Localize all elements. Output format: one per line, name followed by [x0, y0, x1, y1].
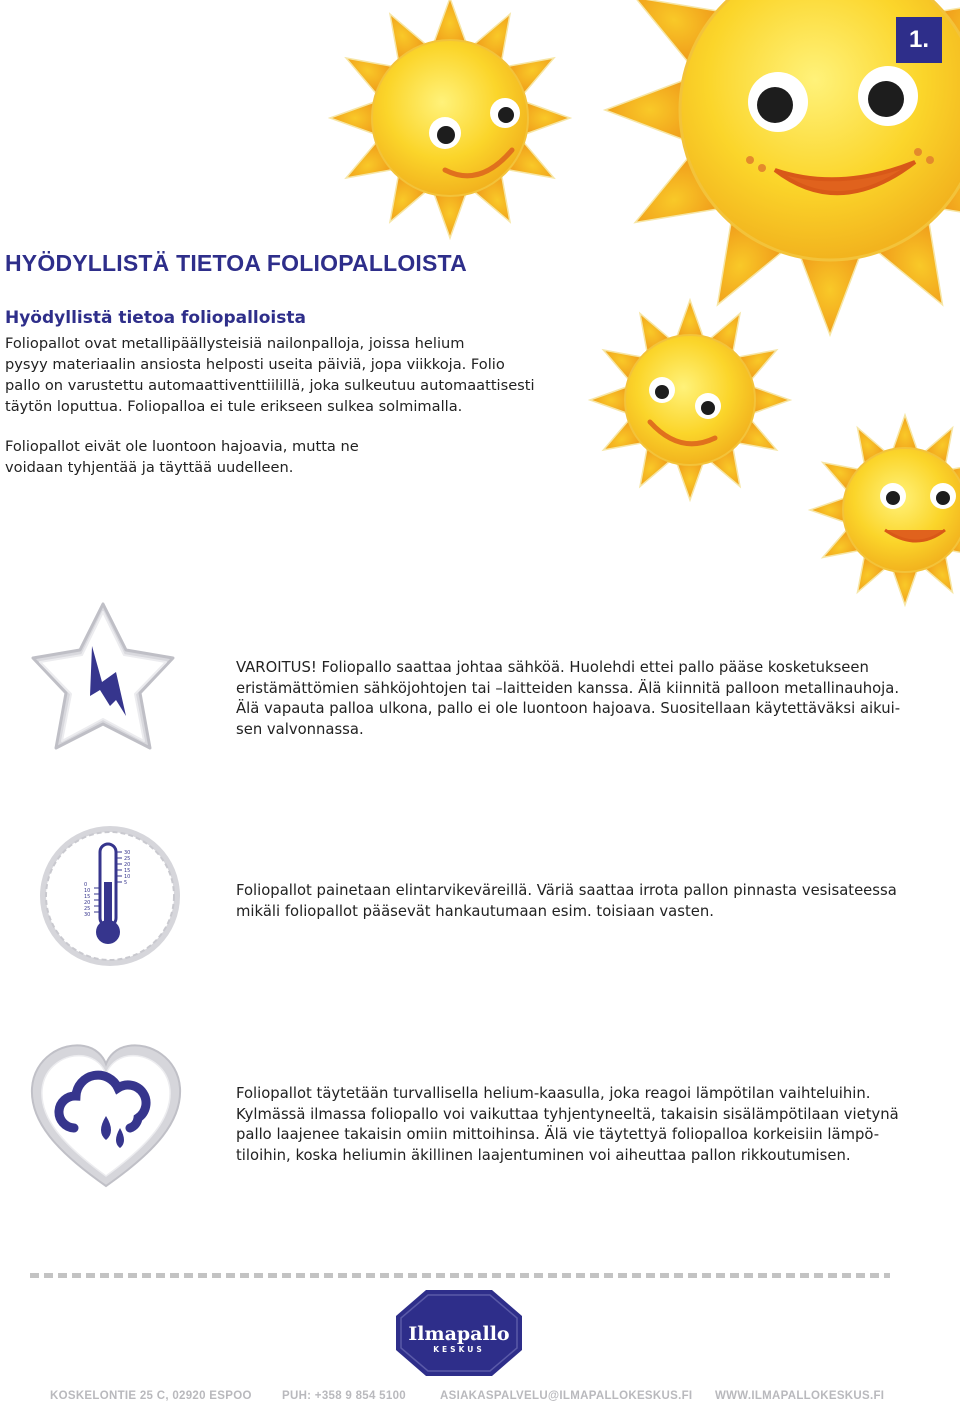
warning-line: Älä vapauta palloa ulkona, pallo ei ole luontoon hajoava. Suositellaan käytettäväksi aikui- — [236, 700, 901, 717]
thermo-lower-label: 0 — [84, 882, 88, 888]
thermo-upper-label: 10 — [124, 874, 131, 880]
dashed-divider — [30, 1273, 890, 1278]
intro-paragraph-2 — [5, 436, 595, 478]
warning-line: eristämättömien sähköjohtojen tai –laitteiden kanssa. Älä kiinnitä palloon metallinauhoja. — [236, 679, 900, 697]
thermo-upper-label: 5 — [124, 880, 128, 886]
rain-cloud-heart-icon — [26, 1036, 186, 1196]
warning-section — [236, 658, 951, 740]
intro-line: Foliopallot eivät ole luontoon hajoavia, mutta ne — [5, 438, 359, 455]
thermo-lower-label: 15 — [84, 894, 91, 900]
thermo-upper-label: 30 — [124, 850, 131, 856]
intro-line: pysyy materiaalin ansiosta helposti useita päiviä, jopa viikkoja. Folio — [5, 356, 505, 373]
thermo-lower-label: 25 — [84, 906, 91, 912]
ilmapallo-keskus-logo — [394, 1288, 524, 1378]
sun-balloon-bottom — [810, 415, 960, 605]
intro-line: Foliopallot ovat metallipäällysteisiä nailonpalloja, joissa helium — [5, 335, 465, 352]
thermo-lower-label: 30 — [84, 912, 91, 918]
warning-line: sen valvonnassa. — [236, 720, 364, 738]
subtitle: Hyödyllistä tietoa foliopalloista — [5, 308, 306, 328]
helium-section — [236, 1084, 951, 1166]
helium-line: Kylmässä ilmassa foliopallo voi vaikuttaa tyhjentyneeltä, takaisin sisälämpötilaan vietynä — [236, 1105, 899, 1123]
warning-line: VAROITUS! Foliopallo saattaa johtaa sähköä. Huolehdi ettei pallo pääse kosketukseen — [236, 659, 869, 676]
footer-website[interactable]: WWW.ILMAPALLOKESKUS.FI — [715, 1390, 885, 1402]
main-title: HYÖDYLLISTÄ TIETOA FOLIOPALLOISTA — [5, 250, 467, 276]
footer-phone: PUH: +358 9 854 5100 — [282, 1390, 406, 1402]
thermo-upper-label: 25 — [124, 856, 131, 862]
thermometer-icon — [36, 822, 184, 970]
intro-line: voidaan tyhjentää ja täyttää uudelleen. — [5, 459, 294, 476]
footer-email[interactable]: ASIAKASPALVELU@ILMAPALLOKESKUS.FI — [440, 1390, 693, 1402]
thermo-lower-label: 20 — [84, 900, 91, 906]
helium-line: tiloihin, koska heliumin äkillinen laajentuminen voi aiheuttaa pallon rikkoutumisen. — [236, 1146, 851, 1164]
print-colors-section — [236, 881, 951, 922]
sun-balloon-middle — [590, 300, 790, 500]
intro-line: täytön loputtua. Foliopalloa ei tule erikseen sulkea solmimalla. — [5, 398, 463, 415]
thermo-lower-label: 10 — [84, 888, 91, 894]
intro-paragraph-1 — [5, 333, 595, 417]
intro-text — [5, 333, 595, 497]
intro-line: pallo on varustettu automaattiventtiilillä, joka sulkeutuu automaattisesti — [5, 377, 535, 394]
lightning-star-icon — [28, 598, 178, 758]
logo-tagline: KESKUS — [433, 1345, 485, 1354]
thermo-upper-label: 20 — [124, 862, 131, 868]
logo-name: Ilmapallo — [408, 1323, 510, 1345]
print-colors-line: mikäli foliopallot pääsevät hankautumaan esim. toisiaan vasten. — [236, 902, 714, 920]
print-colors-line: Foliopallot painetaan elintarvikeväreillä. Väriä saattaa irrota pallon pinnasta vesisateessa — [236, 882, 897, 899]
helium-line: pallo laajenee takaisin omiin mittoihinsa. Älä vie täytettyä foliopalloa korkeisiin lämpö- — [236, 1126, 880, 1143]
thermo-upper-label: 15 — [124, 868, 131, 874]
sun-balloon-small-top — [330, 0, 570, 238]
page-number: 1. — [896, 17, 942, 63]
helium-line: Foliopallot täytetään turvallisella helium-kaasulla, joka reagoi lämpötilan vaihteluihin. — [236, 1085, 871, 1102]
footer-address: KOSKELONTIE 25 C, 02920 ESPOO — [50, 1390, 252, 1402]
